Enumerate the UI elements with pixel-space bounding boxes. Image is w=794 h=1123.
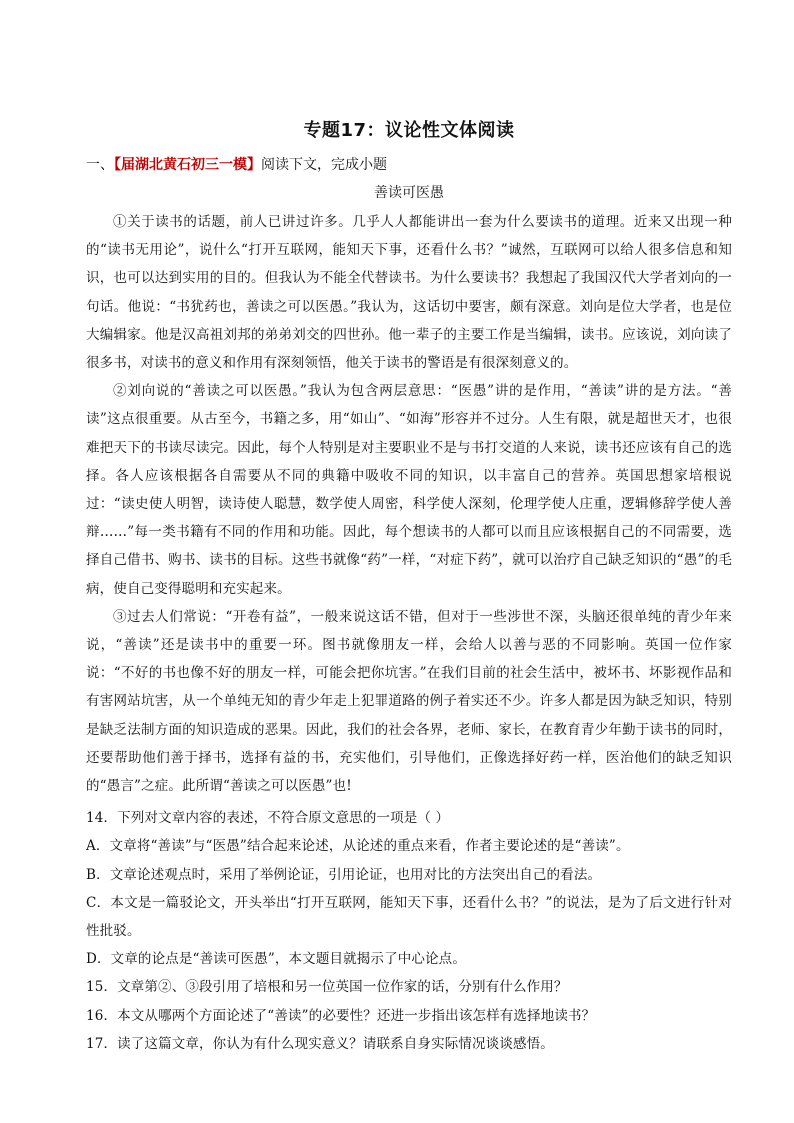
paragraph-3: ③过去人们常说：“开卷有益”，一般来说这话不错，但对于一些涉世不深，头脑还很单纯的青少年来说，“善读”还是读书中的重要一环。图书就像朋友一样，会给人以善与恶的不同影响。英国一位作家说：“不好的书也像不好的朋友一样，可能会把你坑害。”在我们目前的社会生活中，被坏书、坏影视作品和有害网站坑害，从一个单纯无知的青少年走上犯罪道路的例子着实还不少。许多人都是因为缺乏知识，特别是缺乏法制方面的知识造成的恶果。因此，我们的社会各界，老师、家长，在教育青少年勤于读书的同时，还要帮助他们善于择书，选择有益的书，充实他们，引导他们，正像选择好药一样，医治他们的缺乏知识的“愚言”之症。此所谓“善读之可以医愚”也! [86,608,732,795]
article-title: 善读可医愚 [374,185,444,201]
paragraph-2: ②刘向说的“善读之可以医愚。”我认为包含两层意思：“医愚”讲的是作用，“善读”讲的是方法。“善读”这点很重要。从古至今，书籍之多，用“如山”、“如海”形容并不过分。人生有限，就是超世天才，也很难把天下的书读尽读完。因此，每个人特别是对主要职业不是与书打交道的人来说，读书还应该有自己的选择。各人应该根据各自需要从不同的典籍中吸收不同的知识，以丰富自己的营养。英国思想家培根说过：“读史使人明智，读诗使人聪慧，数学使人周密，科学使人深刻，伦理学使人庄重，逻辑修辞学使人善辩……”每一类书籍有不同的作用和功能。因此，每个想读书的人都可以而且应该根据自己的不同需要，选择自己借书、购书、读书的目标。这些书就像“药”一样，“对症下药”，就可以治疗自己缺乏知识的“愚”的毛病，使自己变得聪明和充实起来。 [86,383,732,597]
question-14-option-a: A．文章将“善读”与“医愚”结合起来论述，从论述的重点来看，作者主要论述的是“善读”。 [86,838,630,855]
section-source: 【届湖北黄石初三一模】 [114,157,261,173]
question-14: 14．下列对文章内容的表述，不符合原文意思的一项是（ ） [86,810,450,827]
section-prefix: 一、 [86,157,114,173]
question-14-option-d: D．文章的论点是“善读可医愚”，本文题目就揭示了中心论点。 [86,951,466,968]
question-17: 17．读了这篇文章，你认为有什么现实意义？请联系自身实际情况谈谈感悟。 [86,1035,554,1052]
question-14-option-c: C．本文是一篇驳论文，开头举出“打开互联网，能知天下事，还看什么书？”的说法，是为了后文进行针对性批驳。 [86,894,732,940]
question-list [86,804,732,1058]
paragraph-1: ①关于读书的话题，前人已讲过许多。几乎人人都能讲出一套为什么要读书的道理。近来又出现一种的“读书无用论”，说什么“打开互联网，能知天下事，还看什么书？”诚然，互联网可以给人很多信息和知识，也可以达到实用的目的。但我认为不能全代替读书。为什么要读书？我想起了我国汉代大学者刘向的一句话。他说：“书犹药也，善读之可以医愚。”我认为，这话切中要害，颇有深意。刘向是位大学者，也是位大编辑家。他是汉高祖刘邦的弟弟刘交的四世孙。他一辈子的主要工作是当编辑，读书。应该说，刘向读了很多书，对读书的意义和作用有深刻领悟，他关于读书的警语是有很深刻意义的。 [86,214,732,372]
question-15: 15．文章第②、③段引用了培根和另一位英国一位作家的话，分别有什么作用？ [86,979,568,996]
document-title: 专题17：议论性文体阅读 [303,120,515,141]
question-16: 16．本文从哪两个方面论述了“善读”的必要性？还进一步指出该怎样有选择地读书？ [86,1007,596,1024]
section-heading [86,154,732,176]
question-14-option-b: B．文章论述观点时，采用了举例论证，引用论证，也用对比的方法突出自己的看法。 [86,866,602,883]
section-instruction: 阅读下文，完成小题 [261,157,387,173]
